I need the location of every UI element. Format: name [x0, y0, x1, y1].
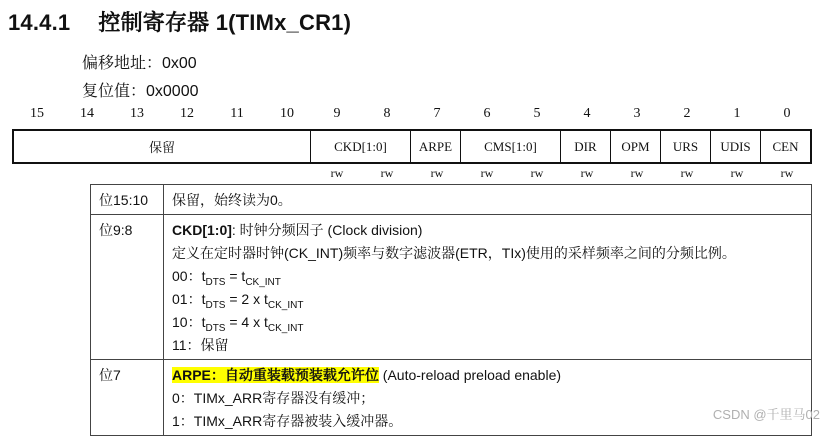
field-desc: 定义在定时器时钟(CK_INT)频率与数字滤波器(ETR，TIx)使用的采样频率之间的分频比例。	[172, 245, 736, 261]
field-title: (Auto-reload preload enable)	[378, 367, 562, 383]
option-11: 11：保留	[172, 337, 229, 353]
access-type: rw	[480, 166, 494, 180]
register-field: UDIS	[710, 131, 760, 162]
bit-number: 8	[383, 106, 391, 121]
watermark: CSDN @千里马02	[712, 407, 820, 422]
register-field: DIR	[560, 131, 610, 162]
bit-number: 5	[533, 106, 541, 121]
access-row	[12, 166, 810, 180]
option-01: 01：$t_{DTS} = 2$ x $t_{CK\_INT}$	[172, 291, 304, 311]
bit-description	[164, 360, 812, 436]
bit-range: 位9:8	[91, 215, 164, 360]
register-field: CKD[1:0]	[310, 131, 410, 162]
bit-number: 10	[280, 106, 294, 121]
bit-number: 1	[733, 106, 741, 121]
bit-number: 9	[333, 106, 341, 121]
register-map	[12, 129, 812, 164]
access-type: rw	[730, 166, 744, 180]
register-field: CMS[1:0]	[460, 131, 560, 162]
bit-number: 7	[433, 106, 441, 121]
table-row	[91, 360, 812, 436]
offset-address: 偏移地址：0x00	[82, 55, 197, 72]
register-field: ARPE	[410, 131, 460, 162]
bit-number: 14	[80, 106, 94, 121]
bit-range: 位15:10	[91, 185, 164, 215]
register-field: 保留	[148, 140, 175, 155]
bit-description-table	[90, 184, 812, 436]
option-0: 0：TIMx_ARR寄存器没有缓冲；	[172, 390, 375, 406]
bit-number: 11	[230, 106, 244, 121]
bit-number: 3	[633, 106, 641, 121]
reset-value: 复位值：0x0000	[82, 83, 199, 100]
section-number: 14.4.1	[8, 10, 71, 35]
field-title: : 时钟分频因子 (Clock division)	[231, 222, 423, 238]
bit-number: 0	[783, 106, 791, 121]
register-field: CEN	[760, 131, 810, 162]
section-name: 控制寄存器 1(TIMx_CR1)	[98, 10, 352, 35]
bit-number: 13	[130, 106, 144, 121]
access-type: rw	[680, 166, 694, 180]
bit-number: 4	[583, 106, 591, 121]
option-1: 1：TIMx_ARR寄存器被装入缓冲器。	[172, 413, 403, 429]
register-field: OPM	[610, 131, 660, 162]
bit-number: 2	[683, 106, 691, 121]
section-title	[8, 6, 351, 37]
field-name-highlight: ARPE：自动重装载预装载允许位	[172, 367, 379, 383]
access-type: rw	[430, 166, 444, 180]
bit-number: 15	[30, 106, 44, 121]
table-row	[91, 185, 812, 215]
bit-number: 12	[180, 106, 194, 121]
access-type: rw	[630, 166, 644, 180]
bit-description	[164, 215, 812, 360]
access-type: rw	[530, 166, 544, 180]
bit-number: 6	[483, 106, 491, 121]
bit-range: 位7	[91, 360, 164, 436]
access-type: rw	[780, 166, 794, 180]
access-type: rw	[330, 166, 344, 180]
bit-description: 保留，始终读为0。	[164, 185, 812, 215]
option-00: 00：$t_{DTS} = t_{CK\_INT}$	[172, 268, 281, 288]
option-10: 10：$t_{DTS} = 4$ x $t_{CK\_INT}$	[172, 314, 304, 334]
access-type: rw	[580, 166, 594, 180]
bit-number-row	[12, 106, 810, 124]
table-row	[91, 215, 812, 360]
field-name: CKD[1:0]	[172, 222, 232, 238]
register-field: URS	[660, 131, 710, 162]
access-type: rw	[380, 166, 394, 180]
